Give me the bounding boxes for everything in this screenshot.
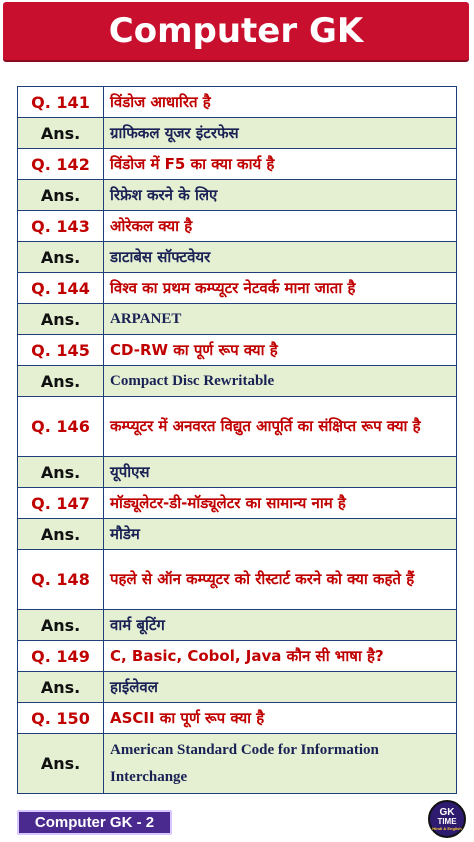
logo-line-3: Hindi & English [432,825,462,831]
answer-text: Compact Disc Rewritable [104,366,457,397]
question-number: Q. 148 [18,550,104,610]
answer-text: वार्म बूटिंग [104,610,457,641]
answer-row [18,118,457,149]
answer-row [18,672,457,703]
answer-text: डाटाबेस सॉफ्टवेयर [104,242,457,273]
answer-text: रिफ्रेश करने के लिए [104,180,457,211]
qa-table [17,86,457,794]
question-row [18,703,457,734]
answer-row [18,366,457,397]
answer-row [18,457,457,488]
answer-row [18,734,457,794]
question-text: पहले से ऑन कम्प्यूटर को रीस्टार्ट करने को क्या कहते हैं [104,550,457,610]
question-row [18,550,457,610]
question-row [18,211,457,242]
question-row [18,335,457,366]
answer-label: Ans. [18,610,104,641]
answer-label: Ans. [18,519,104,550]
answer-text: हाईलेवल [104,672,457,703]
question-number: Q. 143 [18,211,104,242]
question-row [18,397,457,457]
answer-label: Ans. [18,734,104,794]
question-number: Q. 141 [18,87,104,118]
answer-label: Ans. [18,457,104,488]
gk-time-logo [428,800,466,838]
answer-text: American Standard Code for Information Interchange [104,734,457,794]
question-text: C, Basic, Cobol, Java कौन सी भाषा है? [104,641,457,672]
answer-text: यूपीएस [104,457,457,488]
answer-row [18,242,457,273]
answer-label: Ans. [18,242,104,273]
series-label: Computer GK - 2 [17,810,172,835]
answer-row [18,180,457,211]
page-title: Computer GK [3,2,469,60]
question-row [18,488,457,519]
answer-text: मौडेम [104,519,457,550]
question-number: Q. 144 [18,273,104,304]
question-number: Q. 147 [18,488,104,519]
question-text: CD-RW का पूर्ण रूप क्या है [104,335,457,366]
question-row [18,641,457,672]
question-number: Q. 146 [18,397,104,457]
answer-row [18,304,457,335]
question-row [18,273,457,304]
answer-row [18,610,457,641]
question-number: Q. 150 [18,703,104,734]
question-text: विश्व का प्रथम कम्प्यूटर नेटवर्क माना जाता है [104,273,457,304]
question-text: ASCII का पूर्ण रूप क्या है [104,703,457,734]
question-row [18,149,457,180]
logo-line-1: GK [439,806,455,818]
answer-text: ग्राफिकल यूजर इंटरफेस [104,118,457,149]
answer-label: Ans. [18,180,104,211]
question-text: मॉड्यूलेटर-डी-मॉड्यूलेटर का सामान्य नाम है [104,488,457,519]
question-number: Q. 149 [18,641,104,672]
answer-text: ARPANET [104,304,457,335]
question-text: विंडोज आधारित है [104,87,457,118]
answer-row [18,519,457,550]
question-number: Q. 142 [18,149,104,180]
answer-label: Ans. [18,304,104,335]
answer-label: Ans. [18,366,104,397]
question-row [18,87,457,118]
question-text: कम्प्यूटर में अनवरत विद्युत आपूर्ति का संक्षिप्त रूप क्या है [104,397,457,457]
question-number: Q. 145 [18,335,104,366]
logo-line-2: TIME [437,816,457,826]
answer-label: Ans. [18,672,104,703]
question-text: विंडोज में F5 का क्या कार्य है [104,149,457,180]
question-text: ओरेकल क्या है [104,211,457,242]
answer-label: Ans. [18,118,104,149]
